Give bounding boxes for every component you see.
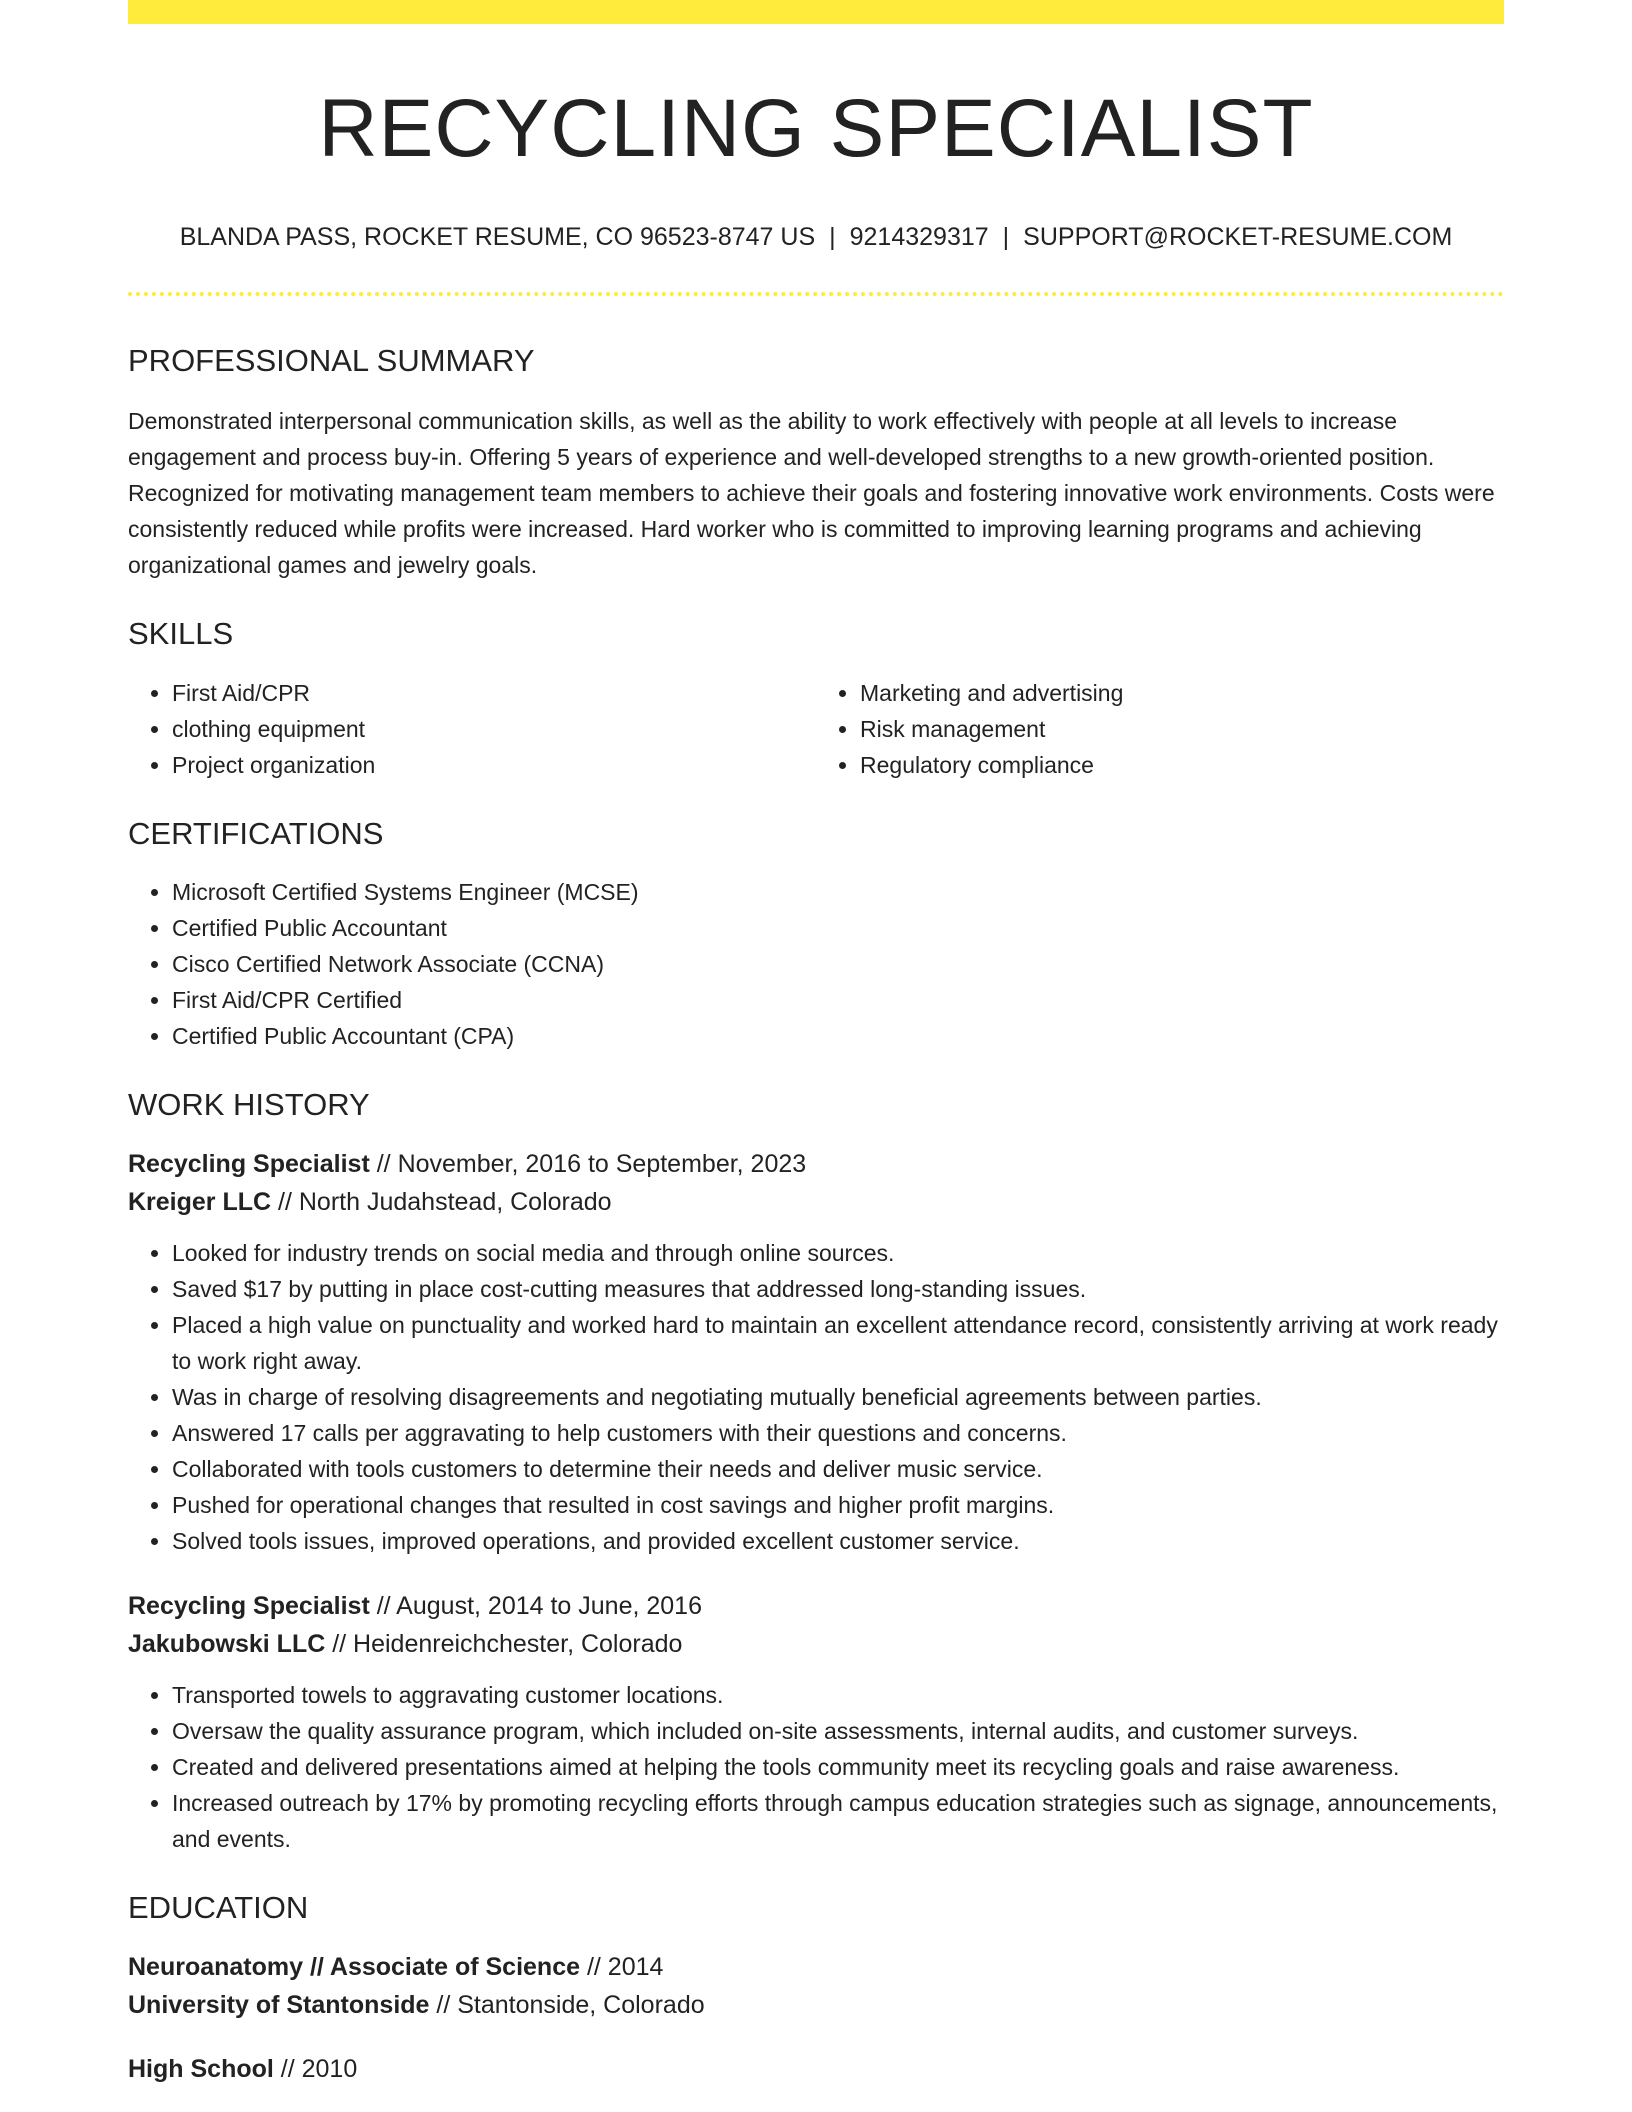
job-dates: // November, 2016 to September, 2023	[369, 1149, 807, 1178]
job-company-line	[128, 1625, 1504, 1663]
education-list	[128, 1948, 1504, 2088]
skills-list-right	[816, 675, 1504, 783]
certifications-section	[128, 815, 1504, 1054]
job-company: Kreiger LLC	[128, 1187, 272, 1216]
education-year: // 2010	[273, 2055, 358, 2084]
contact-line	[128, 222, 1504, 252]
job-entry	[128, 1587, 1504, 1857]
job-bullet: • Increased outreach by 17% by promoting recycling efforts through campus education strategies such as signage, announcements, and events.	[172, 1785, 1504, 1857]
skill-item: • Project organization	[172, 747, 816, 783]
job-role-line	[128, 1145, 1504, 1183]
contact-separator: |	[829, 223, 836, 252]
job-bullet: • Answered 17 calls per aggravating to help customers with their questions and concerns.	[172, 1415, 1504, 1451]
job-dates: // August, 2014 to June, 2016	[369, 1591, 702, 1620]
certification-item: • Microsoft Certified Systems Engineer (MCSE)	[172, 874, 1504, 910]
job-bullets	[128, 1235, 1504, 1559]
resume-title: RECYCLING SPECIALIST	[318, 83, 1314, 174]
education-location: // Stantonside, Colorado	[429, 1991, 705, 2020]
job-bullet: • Looked for industry trends on social media and through online sources.	[172, 1235, 1504, 1271]
contact-separator: |	[1002, 223, 1010, 252]
education-entry	[128, 1948, 1504, 2024]
job-bullets	[128, 1677, 1504, 1857]
certification-item: • Certified Public Accountant	[172, 910, 1504, 946]
job-location: // Heidenreichchester, Colorado	[325, 1629, 683, 1658]
dotted-divider	[128, 292, 1504, 296]
skills-section	[128, 615, 1504, 782]
certification-item: • Cisco Certified Network Associate (CCNA)	[172, 946, 1504, 982]
skill-item: • clothing equipment	[172, 711, 816, 747]
jobs-list	[128, 1145, 1504, 1857]
resume-page	[128, 0, 1504, 2088]
job-bullet: • Saved $17 by putting in place cost-cutting measures that addressed long-standing issues.	[172, 1271, 1504, 1307]
job-bullet: • Oversaw the quality assurance program, which included on-site assessments, internal audits, and customer surveys.	[172, 1713, 1504, 1749]
certifications-heading: CERTIFICATIONS	[128, 815, 384, 851]
job-company: Jakubowski LLC	[128, 1629, 326, 1658]
job-location: // North Judahstead, Colorado	[271, 1187, 612, 1216]
skill-item: • Regulatory compliance	[860, 747, 1504, 783]
job-bullet: • Placed a high value on punctuality and worked hard to maintain an excellent attendance record, consistently arriving at work ready to work right away.	[172, 1307, 1504, 1379]
certification-item: • First Aid/CPR Certified	[172, 982, 1504, 1018]
skills-heading: SKILLS	[128, 616, 234, 652]
job-role: Recycling Specialist	[128, 1591, 370, 1620]
accent-top-bar	[128, 0, 1504, 24]
education-degree: Neuroanatomy // Associate of Science	[128, 1953, 581, 1982]
work-history-section	[128, 1086, 1504, 1857]
job-role-line	[128, 1587, 1504, 1625]
certification-item: • Certified Public Accountant (CPA)	[172, 1018, 1504, 1054]
education-degree: High School	[128, 2055, 274, 2084]
skill-item: • Risk management	[860, 711, 1504, 747]
education-year: // 2014	[580, 1953, 664, 1982]
job-company-line	[128, 1183, 1504, 1221]
education-section	[128, 1889, 1504, 2088]
summary-text: Demonstrated interpersonal communication skills, as well as the ability to work effectively with people at all levels to increase engagement and process buy-in. Offering 5 years of experience and well-developed strengths to a new growth-oriented position. Recognized for motivating management team members to achieve their goals and fostering innovative work environments. Costs were consistently reduced while profits were increased. Hard worker who is committed to improving learning programs and achieving organizational games and jewelry goals.	[128, 408, 1495, 579]
summary-heading: PROFESSIONAL SUMMARY	[128, 343, 535, 379]
skills-grid	[128, 675, 1504, 783]
education-degree-line	[128, 2050, 1504, 2088]
contact-address: BLANDA PASS, ROCKET RESUME, CO 96523-8747 US	[179, 223, 816, 252]
job-bullet: • Collaborated with tools customers to determine their needs and deliver music service.	[172, 1451, 1504, 1487]
work-history-heading: WORK HISTORY	[128, 1086, 370, 1122]
skill-item: • Marketing and advertising	[860, 675, 1504, 711]
skills-list-left	[128, 675, 816, 783]
job-bullet: • Solved tools issues, improved operations, and provided excellent customer service.	[172, 1523, 1504, 1559]
certifications-list	[128, 874, 1504, 1054]
job-bullet: • Transported towels to aggravating customer locations.	[172, 1677, 1504, 1713]
job-bullet: • Pushed for operational changes that resulted in cost savings and higher profit margins.	[172, 1487, 1504, 1523]
job-entry	[128, 1145, 1504, 1559]
job-role: Recycling Specialist	[128, 1149, 370, 1178]
contact-email: SUPPORT@ROCKET-RESUME.COM	[1023, 223, 1453, 252]
education-school-line	[128, 1986, 1504, 2024]
education-entry	[128, 2050, 1504, 2088]
job-bullet: • Was in charge of resolving disagreements and negotiating mutually beneficial agreements between parties.	[172, 1379, 1504, 1415]
education-school: University of Stantonside	[128, 1991, 430, 2020]
education-degree-line	[128, 1948, 1504, 1986]
contact-phone: 9214329317	[849, 223, 989, 252]
job-bullet: • Created and delivered presentations aimed at helping the tools community meet its recycling goals and raise awareness.	[172, 1749, 1504, 1785]
education-heading: EDUCATION	[128, 1889, 309, 1925]
skill-item: • First Aid/CPR	[172, 675, 816, 711]
